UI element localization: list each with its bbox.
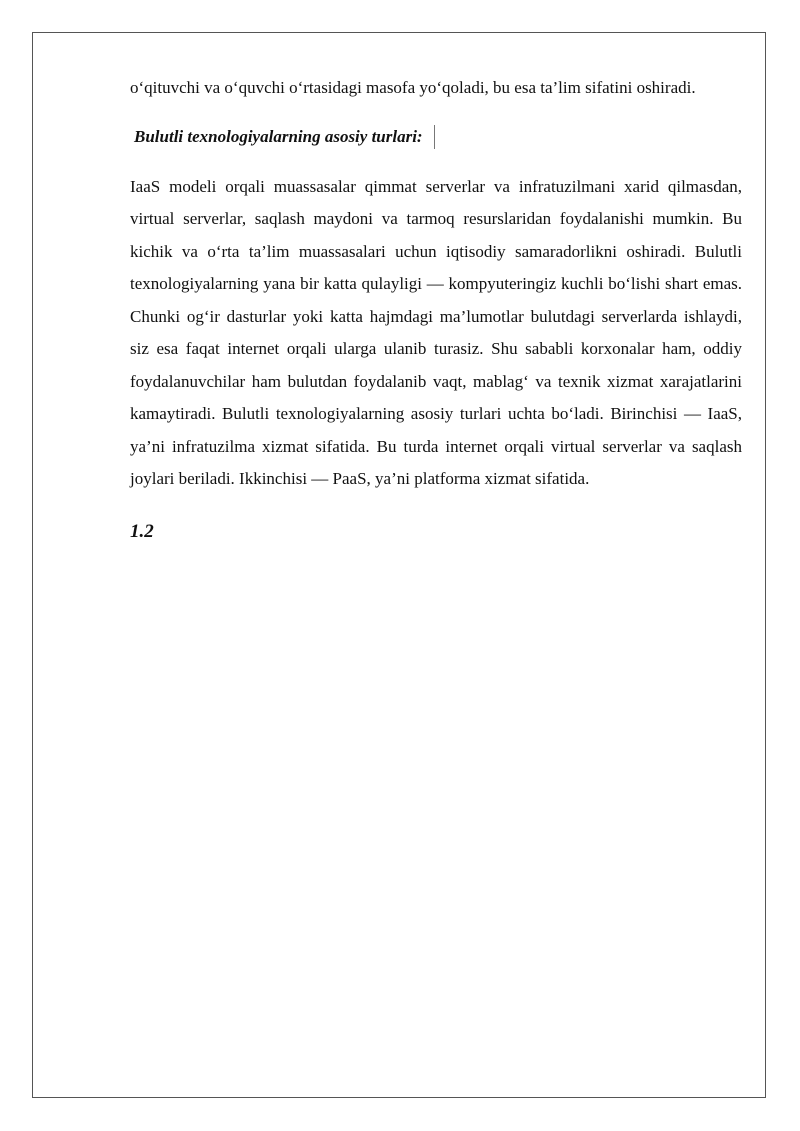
intro-paragraph: o‘qituvchi va o‘quvchi o‘rtasidagi masofa yo‘qoladi, bu esa ta’lim sifatini oshiradi.: [130, 78, 696, 97]
document-body: [130, 72, 742, 548]
text-cursor: [434, 125, 435, 149]
section-number: 1.2: [130, 520, 154, 542]
section-heading: [134, 121, 423, 153]
section-heading-text: Bulutli texnologiyalarning asosiy turlari:: [134, 126, 423, 146]
main-paragraph: IaaS modeli orqali muassasalar qimmat serverlar va infratuzilmani xarid qilmasdan, virtual serverlar, saqlash maydoni va tarmoq resurslaridan foydalanishi mumkin. Bu kichik va o‘rta ta’lim muassasalari uchun iqtisodiy samaradorlikni oshiradi. Bulutli texnologiyalarning yana bir katta qulayligi — kompyuteringiz kuchli bo‘lishi shart emas. Chunki og‘ir dasturlar yoki katta hajmdagi ma’lumotlar bulutdagi serverlarda ishlaydi, siz esa faqat internet orqali ularga ulanib turasiz. Shu sababli korxonalar ham, oddiy foydalanuvchilar ham bulutdan foydalanib vaqt, mablag‘ va texnik xizmat xarajatlarini kamaytiradi. Bulutli texnologiyalarning asosiy turlari uchta bo‘ladi. Birinchisi — IaaS, ya’ni infratuzilma xizmat sifatida. Bu turda internet orqali virtual serverlar va saqlash joylari beriladi. Ikkinchisi — PaaS, ya’ni platforma xizmat sifatida.: [130, 176, 742, 488]
